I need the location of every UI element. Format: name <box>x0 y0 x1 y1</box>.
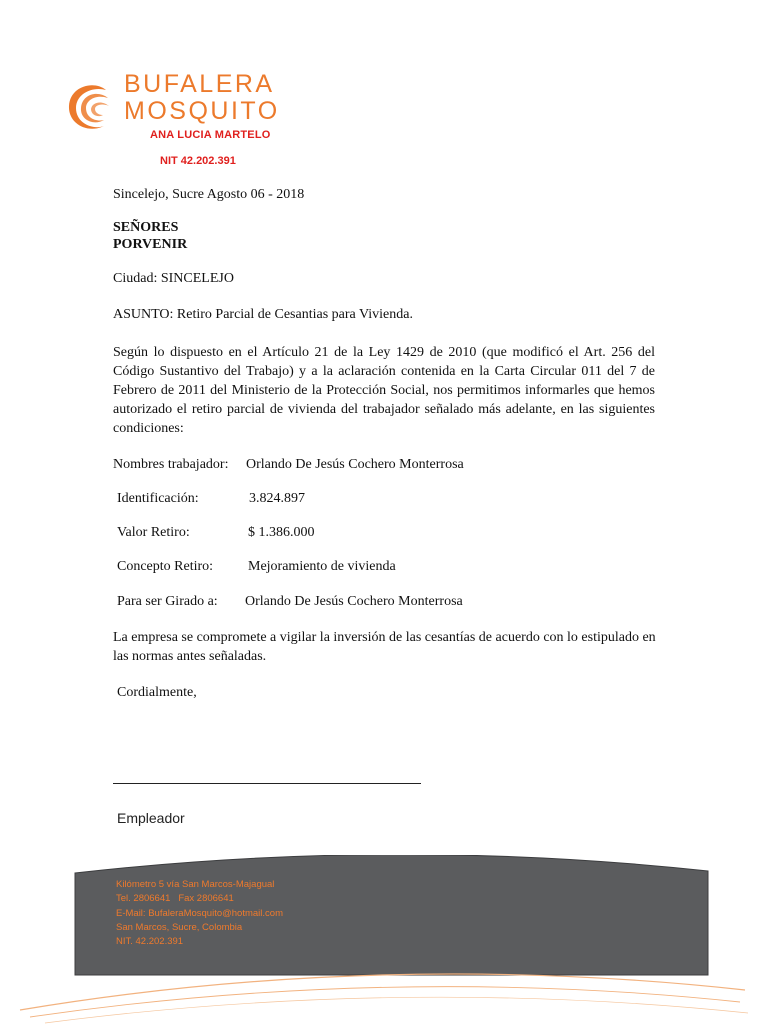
detail-label-identification: Identificación: <box>117 491 199 506</box>
detail-value-worker-name: Orlando De Jesús Cochero Monterrosa <box>246 457 464 472</box>
footer-phone: Tel. 2806641 Fax 2806641 <box>116 893 234 905</box>
detail-value-payee: Orlando De Jesús Cochero Monterrosa <box>245 594 463 609</box>
brand-name-line2: MOSQUITO <box>124 97 280 125</box>
detail-label-worker-name: Nombres trabajador: <box>113 457 229 472</box>
footer-address: Kilómetro 5 vía San Marcos-Majagual <box>116 879 275 890</box>
owner-name: ANA LUCIA MARTELO <box>150 129 271 141</box>
detail-label-payee: Para ser Girado a: <box>117 594 218 609</box>
commitment-paragraph: La empresa se compromete a vigilar la inversión de las cesantías de acuerdo con lo estipulado en las normas antes señaladas. <box>113 630 656 664</box>
subject-line: ASUNTO: Retiro Parcial de Cesantias para Vivienda. <box>113 307 413 322</box>
detail-label-withdrawal-amount: Valor Retiro: <box>117 525 190 540</box>
closing: Cordialmente, <box>117 685 197 700</box>
detail-value-withdrawal-amount: $ 1.386.000 <box>248 525 315 540</box>
body-paragraph: Según lo dispuesto en el Artículo 21 de la Ley 1429 de 2010 (que modificó el Art. 256 del Código Sustantivo del Trabajo) y a la aclaración contenida en la Carta Circular 011 del 7 de Febrero de 2011 del Ministerio de la Protección Social, nos permitimos informarles que hemos autorizado el retiro parcial de vivienda del trabajador señalado más adelante, en las siguientes condiciones: <box>113 345 655 436</box>
footer-location: San Marcos, Sucre, Colombia <box>116 921 243 933</box>
detail-value-withdrawal-concept: Mejoramiento de vivienda <box>248 559 396 574</box>
brand-name-line1: BUFALERA <box>124 70 275 98</box>
detail-value-identification: 3.824.897 <box>249 491 305 506</box>
detail-label-withdrawal-concept: Concepto Retiro: <box>117 559 214 574</box>
signer-role: Empleador <box>117 810 185 826</box>
footer-contact <box>116 878 283 949</box>
footer-nit: NIT. 42.202.391 <box>116 936 184 948</box>
city-line: Ciudad: SINCELEJO <box>113 271 234 286</box>
place-date: Sincelejo, Sucre Agosto 06 - 2018 <box>113 187 305 202</box>
swirl-logo-icon <box>64 80 118 134</box>
signature-line <box>113 783 421 784</box>
footer-email: E-Mail: BufaleraMosquito@hotmail.com <box>116 907 283 919</box>
recipient-line1: SEÑORES <box>113 220 179 235</box>
header-nit: NIT 42.202.391 <box>160 155 236 167</box>
recipient-line2: PORVENIR <box>113 237 188 252</box>
